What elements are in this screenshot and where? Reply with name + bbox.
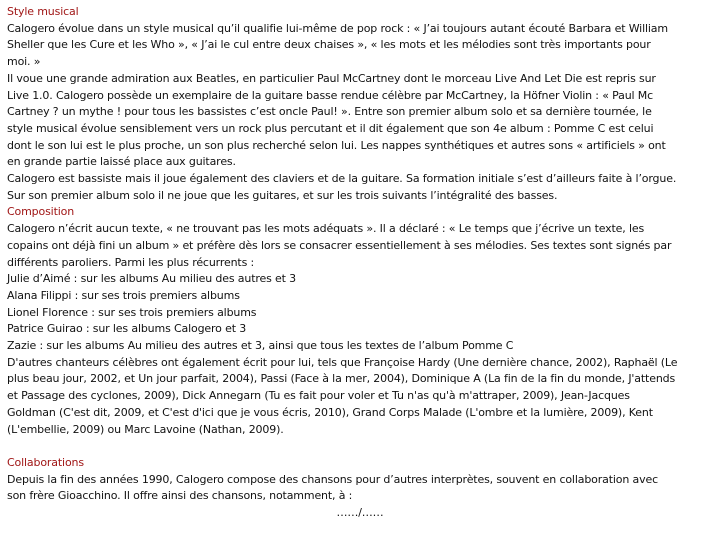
paragraph-line: plus beau jour, 2002, et Un jour parfait, 2004), Passi (Face à la mer, 2004), Dominique A (La fin de la fin du monde, J'attends (7, 372, 676, 386)
paragraph-line: Calogero est bassiste mais il joue également des claviers et de la guitare. Sa formation initiale s’est d’ailleurs faite à l’orgue. (7, 172, 677, 186)
paragraph-line: Live 1.0. Calogero possède un exemplaire de la guitare basse rendue célèbre par McCartney, la Höfner Violin : « Paul Mc (7, 88, 654, 102)
paragraph-line: Cartney ? un mythe ! pour tous les bassistes c’est oncle Paul! ». Entre son premier album solo et sa dernière tournée, le (7, 105, 652, 119)
paragraph-line: moi. » (7, 55, 41, 69)
list-item: Zazie : sur les albums Au milieu des autres et 3, ainsi que tous les textes de l’album Pomme C (7, 339, 514, 353)
paragraph-line: (L'embellie, 2009) ou Marc Lavoine (Nathan, 2009). (7, 422, 284, 436)
paragraph-line: Sur son premier album solo il ne joue que les guitares, et sur les trois suivants l’intégralité des basses. (7, 188, 558, 202)
section-collaborations (7, 455, 713, 505)
list-item: Julie d’Aimé : sur les albums Au milieu des autres et 3 (7, 272, 297, 286)
paragraph-line: Goldman (C'est dit, 2009, et C'est d'ici que je vous écris, 2010), Grand Corps Malade (L'ombre et la lumière, 2009), Kent (7, 405, 653, 419)
heading-style-musical: Style musical (7, 5, 79, 18)
heading-collaborations: Collaborations (7, 455, 84, 469)
paragraph-line: Calogero évolue dans un style musical qu’il qualifie lui-même de pop rock : « J’ai toujours autant écouté Barbara et William (7, 21, 668, 35)
list-item: Alana Filippi : sur ses trois premiers albums (7, 288, 240, 302)
paragraph-line: Depuis la fin des années 1990, Calogero compose des chansons pour d’autres interprètes, souvent en collaboration avec (7, 472, 658, 486)
paragraph-line: Sheller que les Cure et les Who », « J’ai le cul entre deux chaises », « les mots et les mélodies sont très importants pour (7, 38, 651, 52)
paragraph-line: D'autres chanteurs célèbres ont également écrit pour lui, tels que Françoise Hardy (Une dernière chance, 2002), Raphaël (Le (7, 355, 678, 369)
paragraph-line: Calogero n’écrit aucun texte, « ne trouvant pas les mots adéquats ». Il a déclaré : « Le temps que j’écrive un texte, les (7, 222, 645, 236)
paragraph-line: en grande partie laissé place aux guitares. (7, 155, 236, 169)
heading-composition: Composition (7, 205, 75, 219)
section-style-musical (7, 4, 713, 204)
continuation-marker: ……/…… (336, 506, 384, 520)
paragraph-line: son frère Gioacchino. Il offre ainsi des chansons, notamment, à : (7, 489, 353, 503)
blank-line (7, 438, 713, 455)
list-item: Lionel Florence : sur ses trois premiers albums (7, 305, 257, 319)
paragraph-line: Il voue une grande admiration aux Beatles, en particulier Paul McCartney dont le morceau Live And Let Die est repris sur (7, 71, 656, 85)
paragraph-line: copains ont déjà fini un album » et préfère dès lors se consacrer essentiellement à ses mélodies. Ses textes sont signés par (7, 238, 672, 252)
section-composition (7, 204, 713, 438)
paragraph-line: dont le son lui est le plus proche, un son plus recherché selon lui. Les nappes synthétiques et autres sons « artificiels » ont (7, 138, 666, 152)
paragraph-line: différents paroliers. Parmi les plus récurrents : (7, 255, 255, 269)
paragraph-line: et Passage des cyclones, 2009), Dick Annegarn (Tu es fait pour voler et Tu n'as qu'à m'attraper, 2009), Jean-Jacques (7, 389, 630, 403)
paragraph-line: style musical évolue sensiblement vers un rock plus percutant et il dit également que son 4e album : Pomme C est celui (7, 121, 654, 135)
list-item: Patrice Guirao : sur les albums Calogero et 3 (7, 322, 247, 336)
